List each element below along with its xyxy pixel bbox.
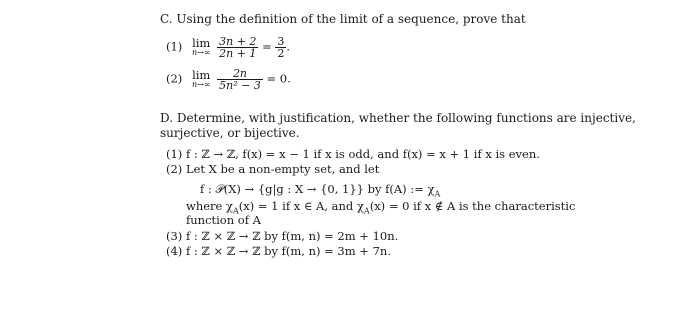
section-d-item-2-function-of: function of A bbox=[186, 213, 261, 227]
equals-sign: = bbox=[262, 39, 272, 54]
result-fraction: $\frac{3}{2}$ bbox=[277, 35, 285, 60]
item-number: (1) bbox=[166, 39, 183, 54]
section-d-heading-line-1: D. Determine, with justification, whether the following functions are injective, bbox=[160, 111, 636, 125]
section-d-item-1: (1) f : ℤ → ℤ, f(x) = x − 1 if x is odd, and f(x) = x + 1 if x is even. bbox=[166, 147, 540, 161]
section-c-item-2 bbox=[166, 68, 291, 91]
section-d-heading-line-2: surjective, or bijective. bbox=[160, 126, 300, 140]
limit-fraction: $\frac{2n}{\text{5n² − 3}}$ bbox=[219, 67, 261, 92]
section-c-item-1: (1) lim n→∞ $\frac{3n + 2}{2n + 1}$ = $\frac{3}{2}$ . bbox=[166, 35, 291, 60]
limit-fraction: $\frac{3n + 2}{2n + 1}$ bbox=[219, 35, 257, 60]
section-d-item-2-formula: f : 𝒫(X) → {g|g : X → {0, 1}} by f(A) := $\chi_A$ bbox=[200, 182, 441, 199]
limit-operator: lim n→∞ bbox=[191, 35, 211, 57]
section-d-item-3: (3) f : ℤ × ℤ → ℤ by f(m, n) = 2m + 10n. bbox=[166, 229, 399, 243]
section-d-item-2-where: where $\chi_A(x) = 1$ if x ∈ A, and $\chi_A(x) = 0$ if x ∉ A is the characteristic bbox=[186, 199, 576, 216]
section-c-heading: C. Using the definition of the limit of a sequence, prove that bbox=[160, 12, 526, 26]
section-d-item-2: (2) Let X be a non-empty set, and let bbox=[166, 162, 380, 176]
item-number: (2) bbox=[166, 71, 183, 86]
limit-operator: lim n→∞ bbox=[191, 67, 211, 89]
section-d-item-4: (4) f : ℤ × ℤ → ℤ by f(m, n) = 3m + 7n. bbox=[166, 244, 391, 258]
limit-result: = 0. bbox=[266, 71, 291, 86]
